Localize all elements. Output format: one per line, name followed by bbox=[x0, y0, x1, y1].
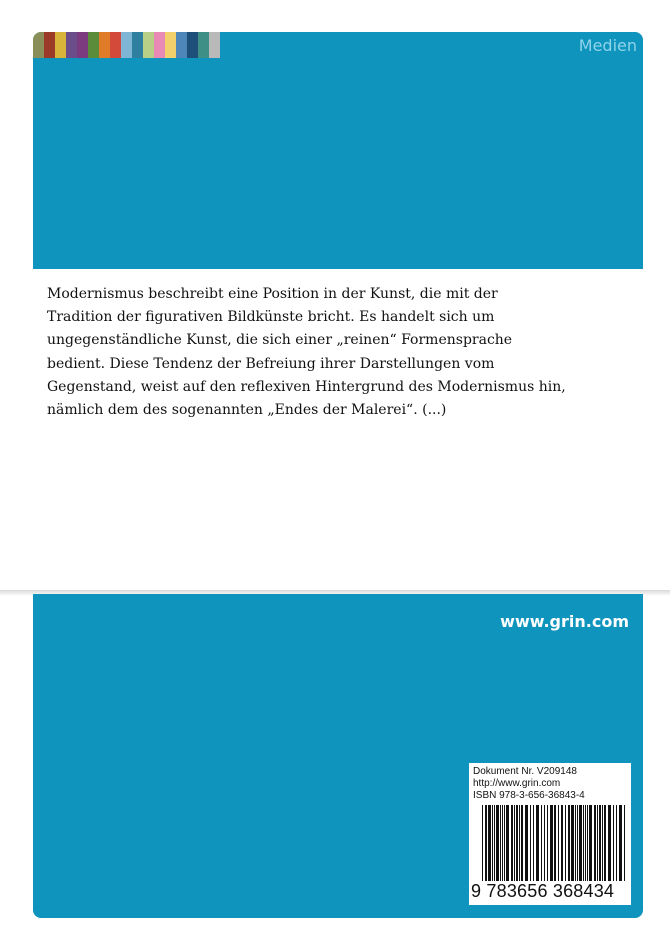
document-url: http://www.grin.com bbox=[473, 778, 561, 789]
publisher-website: www.grin.com bbox=[500, 612, 629, 631]
color-stripe bbox=[187, 32, 198, 58]
color-stripe bbox=[55, 32, 66, 58]
color-stripe bbox=[99, 32, 110, 58]
category-label: Medien bbox=[578, 36, 637, 55]
cover-bottom-panel bbox=[33, 594, 643, 918]
color-stripe bbox=[88, 32, 99, 58]
color-stripe bbox=[154, 32, 165, 58]
barcode-graphic bbox=[481, 805, 626, 881]
barcode-digits: 9 783656 368434 bbox=[471, 881, 615, 901]
color-stripe bbox=[33, 32, 44, 58]
cover-top-panel bbox=[33, 32, 643, 269]
color-stripe bbox=[110, 32, 121, 58]
color-stripe bbox=[198, 32, 209, 58]
document-number: Dokument Nr. V209148 bbox=[473, 766, 577, 777]
color-stripe bbox=[209, 32, 220, 58]
blurb-text: Modernismus beschreibt eine Position in der Kunst, die mit der Tradition der figurativen Bildkünste bricht. Es handelt sich um ungegenständliche Kunst, die sich einer „reinen“ Formensprache bedient. Diese Tendenz der Befreiung ihrer Darstellungen vom Gegenstand, weist auf den reflexiven Hintergrund des Modernismus hin, nämlich dem des sogenannten „Endes der Malerei“. (...) bbox=[47, 286, 566, 419]
color-stripe bbox=[143, 32, 154, 58]
color-stripe bbox=[176, 32, 187, 58]
color-stripe bbox=[44, 32, 55, 58]
color-stripe bbox=[77, 32, 88, 58]
color-stripe-bar bbox=[33, 32, 220, 58]
color-stripe bbox=[132, 32, 143, 58]
isbn-number: ISBN 978-3-656-36843-4 bbox=[473, 790, 585, 801]
color-stripe bbox=[66, 32, 77, 58]
color-stripe bbox=[121, 32, 132, 58]
color-stripe bbox=[165, 32, 176, 58]
isbn-box bbox=[469, 763, 631, 905]
